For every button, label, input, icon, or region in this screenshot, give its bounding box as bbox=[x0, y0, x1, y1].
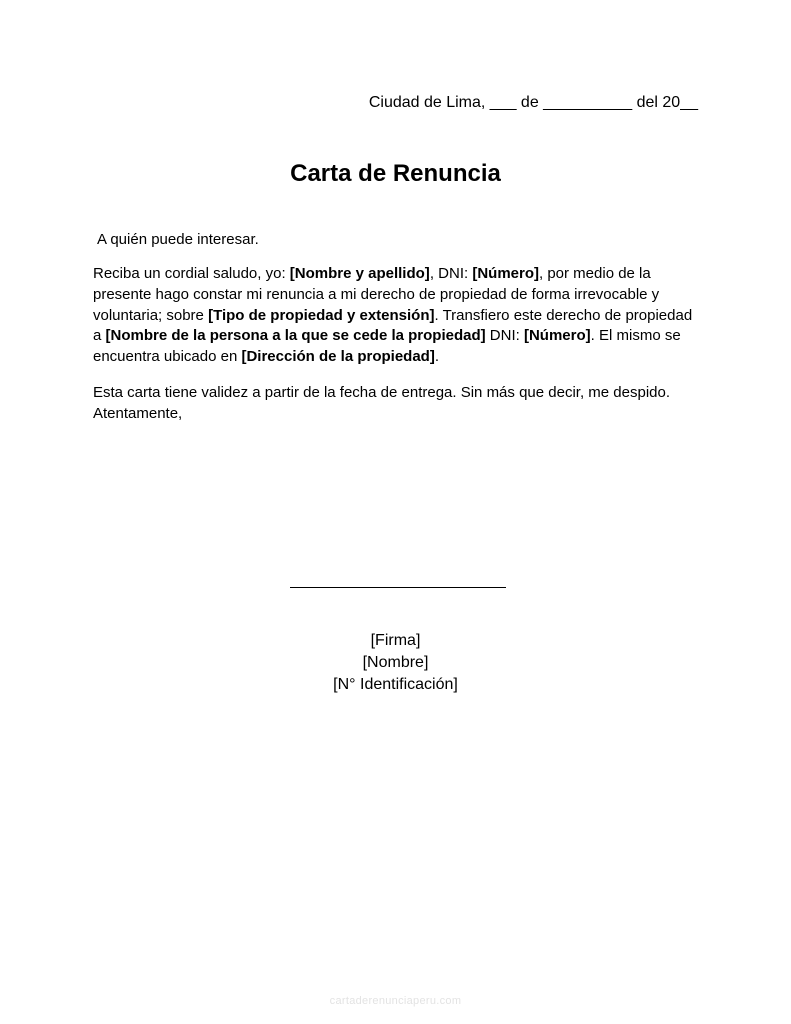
placeholder-dni-recipient: [Número] bbox=[523, 327, 591, 345]
signature-line bbox=[290, 587, 506, 588]
placeholder-dni: [Número] bbox=[472, 265, 539, 282]
body-text: Reciba un cordial saludo, yo: bbox=[93, 265, 290, 282]
body-text: , DNI: bbox=[429, 265, 473, 282]
body-paragraph bbox=[93, 264, 699, 368]
body-text: . Transfiero este derecho de propiedad a bbox=[93, 306, 693, 345]
placeholder-address: [Dirección de la propiedad] bbox=[241, 348, 435, 366]
body-text: . bbox=[434, 348, 439, 366]
closing-paragraph bbox=[93, 383, 699, 425]
date-line: Ciudad de Lima, ___ de __________ del 20__ bbox=[368, 94, 698, 111]
signature-firma: [Firma] bbox=[370, 632, 421, 649]
body-text: . El mismo se encuentra ubicado en bbox=[93, 327, 681, 366]
document-title: Carta de Renuncia bbox=[290, 160, 501, 187]
signature-block bbox=[0, 630, 791, 696]
signature-identificacion: [N° Identificación] bbox=[333, 676, 458, 693]
watermark: cartaderenunciaperu.com bbox=[329, 995, 462, 1007]
closing-line: Esta carta tiene validez a partir de la fecha de entrega. Sin más que decir, me despido. bbox=[93, 384, 671, 401]
signature-nombre: [Nombre] bbox=[362, 654, 429, 671]
placeholder-property-type: [Tipo de propiedad y extensión] bbox=[208, 306, 435, 324]
sign-off: Atentamente, bbox=[93, 404, 183, 422]
greeting: A quién puede interesar. bbox=[97, 231, 259, 248]
body-text: DNI: bbox=[485, 327, 524, 345]
placeholder-name: [Nombre y apellido] bbox=[289, 265, 430, 282]
body-text: , por medio de la presente hago constar mi renuncia a mi derecho de propiedad de forma irrevocable y voluntaria; sobre bbox=[93, 265, 660, 324]
placeholder-recipient: [Nombre de la persona a la que se cede la propiedad] bbox=[105, 327, 486, 345]
